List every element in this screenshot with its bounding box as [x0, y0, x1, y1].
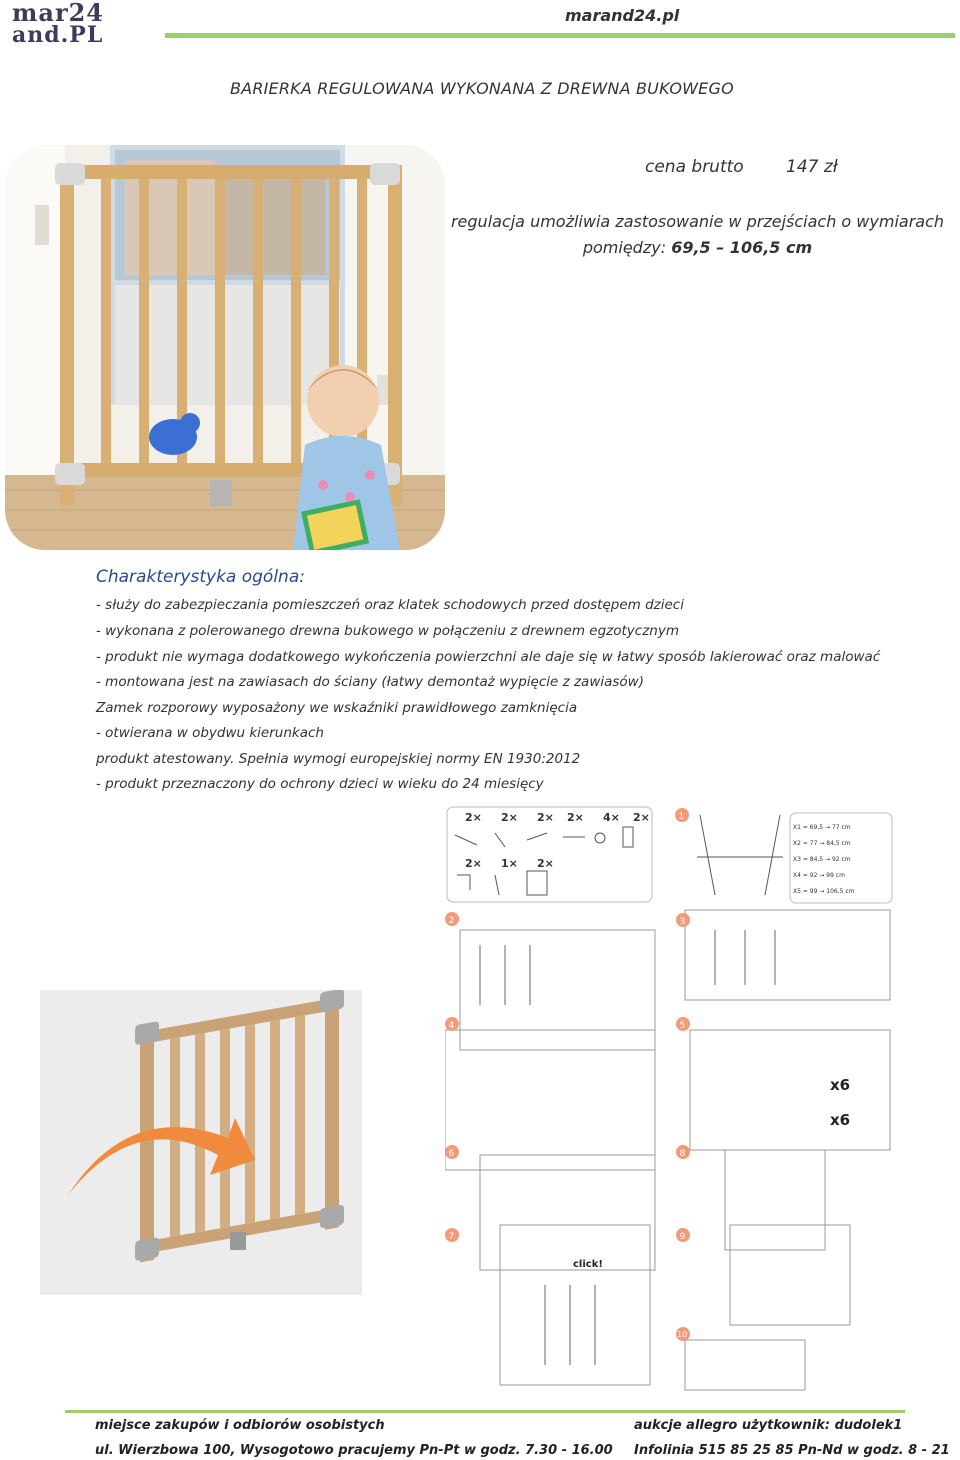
- installation-instructions: [445, 805, 900, 1395]
- adjustment-line2: [420, 235, 960, 261]
- size-row: X1 = 69,5 → 77 cm: [793, 824, 851, 831]
- product-photo: [5, 145, 445, 550]
- step-number: 3: [679, 917, 686, 927]
- feature-item: Zamek rozporowy wyposażony we wskaźniki prawidłowego zamknięcia: [96, 700, 578, 716]
- logo-line1: mar24: [12, 0, 104, 27]
- gate-with-child-image: [5, 145, 445, 550]
- part-count: 2×: [465, 857, 482, 870]
- part-count: 1×: [501, 857, 518, 870]
- step-number: 8: [679, 1149, 686, 1159]
- part-count: 4×: [603, 811, 620, 824]
- gate-render-image: [40, 990, 362, 1295]
- x6-label: x6: [830, 1076, 851, 1094]
- feature-item: - otwierana w obydwu kierunkach: [96, 725, 324, 741]
- size-row: X5 = 99 → 106,5 cm: [793, 888, 855, 895]
- characteristics-heading: Charakterystyka ogólna:: [96, 567, 305, 587]
- adjustment-prefix: pomiędzy:: [582, 238, 667, 257]
- adjustment-info: [420, 209, 960, 261]
- x6-label: x6: [830, 1111, 851, 1129]
- footer-divider: [65, 1410, 905, 1413]
- instructions-diagram: [445, 805, 900, 1395]
- step-number: 4: [448, 1021, 455, 1031]
- part-count: 2×: [633, 811, 650, 824]
- part-count: 2×: [501, 811, 518, 824]
- feature-item: - służy do zabezpieczania pomieszczeń oraz klatek schodowych przed dostępem dzieci: [96, 597, 684, 613]
- step-number: 2: [448, 916, 455, 926]
- size-row: X3 = 84,5 → 92 cm: [793, 856, 851, 863]
- step-number: 7: [448, 1232, 455, 1242]
- adjustment-range: 69,5 – 106,5 cm: [671, 238, 813, 257]
- step-number: 6: [448, 1149, 455, 1159]
- part-count: 2×: [465, 811, 482, 824]
- step-number: 10: [677, 1330, 688, 1339]
- size-row: X4 = 92 → 99 cm: [793, 872, 845, 879]
- part-count: 2×: [537, 811, 554, 824]
- price-label: cena brutto: [645, 157, 744, 177]
- footer-hotline: Infolinia 515 85 25 85 Pn-Nd w godz. 8 - 21: [634, 1443, 950, 1458]
- gate-render-svg: [40, 990, 362, 1295]
- footer-address: ul. Wierzbowa 100, Wysogotowo pracujemy Pn-Pt w godz. 7.30 - 16.00: [95, 1443, 613, 1458]
- footer-pickup: miejsce zakupów i odbiorów osobistych: [95, 1418, 385, 1433]
- part-count: 2×: [537, 857, 554, 870]
- step-number: 5: [679, 1021, 686, 1031]
- feature-item: - montowana jest na zawiasach do ściany (łatwy demontaż wypięcie z zawiasów): [96, 674, 644, 690]
- site-name: marand24.pl: [565, 6, 680, 25]
- feature-item: - produkt przeznaczony do ochrony dzieci w wieku do 24 miesięcy: [96, 776, 544, 792]
- feature-item: produkt atestowany. Spełnia wymogi europejskiej normy EN 1930:2012: [96, 751, 581, 767]
- feature-item: - wykonana z polerowanego drewna bukowego w połączeniu z drewnem egzotycznym: [96, 623, 679, 639]
- feature-item: - produkt nie wymaga dodatkowego wykończenia powierzchni ale daje się w łatwy sposób lakierować oraz malować: [96, 649, 881, 665]
- adjustment-line1: regulacja umożliwia zastosowanie w przejściach o wymiarach: [450, 212, 945, 231]
- logo: [12, 2, 162, 50]
- step-number: 9: [679, 1232, 686, 1242]
- part-count: 2×: [567, 811, 584, 824]
- size-row: X2 = 77 → 84,5 cm: [793, 840, 851, 847]
- price-value: 147 zł: [786, 157, 838, 177]
- logo-line2: and.PL: [12, 22, 104, 48]
- header-divider: [165, 33, 955, 38]
- click-label: click!: [573, 1259, 603, 1270]
- page-title: BARIERKA REGULOWANA WYKONANA Z DREWNA BUKOWEGO: [230, 79, 734, 98]
- step-number: 1: [678, 812, 685, 822]
- footer-allegro: aukcje allegro użytkownik: dudolek1: [634, 1418, 903, 1433]
